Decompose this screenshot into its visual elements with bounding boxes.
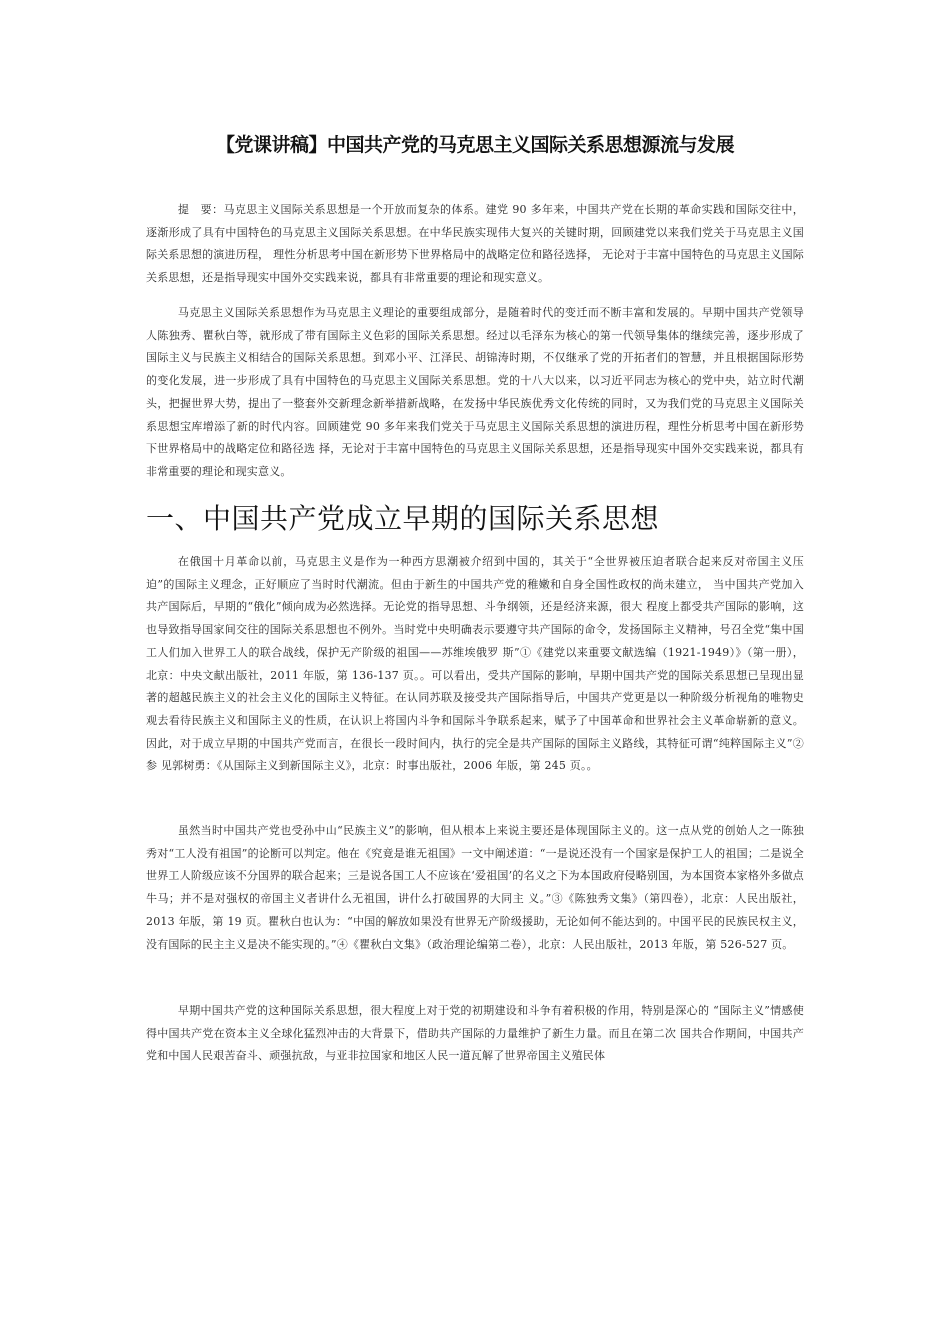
- intro-paragraph: 马克思主义国际关系思想作为马克思主义理论的重要组成部分，是随着时代的变迁而不断丰富和发展的。早期中国共产党领导人陈独秀、瞿秋白等，就形成了带有国际主义色彩的国际关系思想。经过以毛泽东为核心的第一代领导集体的继续完善，逐步形成了国际主义与民族主义相结合的国际关系思想。到邓小平、江泽民、胡锦涛时期，不仅继承了党的开拓者们的智慧，并且根据国际形势的变化发展，进一步形成了具有中国特色的马克思主义国际关系思想。党的十八大以来，以习近平同志为核心的党中央，站立时代潮头，把握世界大势，提出了一整套外交新理念新举措新战略，在发扬中华民族优秀文化传统的同时，又为我们党的马克思主义国际关系思想宝库增添了新的时代内容。回顾建党 90 多年来我们党关于马克思主义国际关系思想的演进历程，理性分析思考中国在新形势下世界格局中的战略定位和路径选 择，无论对于丰富中国特色的马克思主义国际关系思想，还是指导现实中国外交实践来说，都具有非常重要的理论和现实意义。: [146, 306, 804, 478]
- abstract-paragraph: 提 要：马克思主义国际关系思想是一个开放而复杂的体系。建党 90 多年来，中国共产党在长期的革命实践和国际交往中，逐渐形成了具有中国特色的马克思主义国际关系思想。在中华民族实现伟大复兴的关键时期，回顾建党以来我们党关于马克思主义国际关系思想的演进历程， 理性分析思考中国在新形势下世界格局中的战略定位和路径选择， 无论对于丰富中国特色的马克思主义国际关系思想，还是指导现实中国外交实践来说，都具有非常重要的理论和现实意义。: [146, 203, 804, 285]
- section-paragraph-1: 在俄国十月革命以前，马克思主义是作为一种西方思潮被介绍到中国的，其关于“全世界被压迫者联合起来反对帝国主义压迫”的国际主义理念，正好顺应了当时时代潮流。但由于新生的中国共产党的稚嫩和自身全国性政权的尚未建立， 当中国共产党加入共产国际后，早期的“俄化”倾向成为必然选择。无论党的指导思想、斗争纲领，还是经济来源，很大 程度上都受共产国际的影响，这也导致指导国家间交往的国际关系思想也不例外。当时党中央明确表示要遵守共产国际的命令，发扬国际主义精神，号召全党“集中国工人们加入世界工人的联合战线，保护无产阶级的祖国——苏维埃俄罗 斯”①《建党以来重要文献选编（1921-1949）》（第一册），北京：中央文献出版社，2011 年版，第 136-137 页。。可以看出，受共产国际的影响，早期中国共产党的国际关系思想已呈现出显著的超越民族主义的社会主义化的国际主义特征。在认同苏联及接受共产国际指导后，中国共产党更是以一种阶级分析视角的唯物史观去看待民族主义和国际主义的性质，在认识上将国内斗争和国际斗争联系起来，赋予了中国革命和世界社会主义革命崭新的意义。因此，对于成立早期的中国共产党而言，在很长一段时间内，执行的完全是共产国际的国际主义路线，其特征可谓“纯粹国际主义”②参 见郭树勇：《从国际主义到新国际主义》，北京：时事出版社，2006 年版，第 245 页。。: [146, 555, 804, 773]
- section-heading: 一、中国共产党成立早期的国际关系思想: [146, 502, 660, 535]
- document-title: 【党课讲稿】中国共产党的马克思主义国际关系思想源流与发展: [215, 134, 734, 156]
- section-paragraph-2: 虽然当时中国共产党也受孙中山“民族主义”的影响，但从根本上来说主要还是体现国际主义的。这一点从党的创始人之一陈独秀对“工人没有祖国”的论断可以判定。他在《究竟是谁无祖国》一文中阐述道：“一是说还没有一个国家是保护工人的祖国；二是说全世界工人阶级应该不分国界的联合起来；三是说各国工人不应该在‘爱祖国’的名义之下为本国政府侵略别国，为本国资本家格外多做点牛马；并不是对强权的帝国主义者讲什么无祖国，讲什么打破国界的大同主 义。”③《陈独秀文集》（第四卷），北京：人民出版社，2013 年版，第 19 页。瞿秋白也认为：“中国的解放如果没有世界无产阶级援助，无论如何不能达到的。中国平民的民族民权主义，没有国际的民主主义是决不能实现的。”④《瞿秋白文集》（政治理论编第二卷），北京：人民出版社，2013 年版，第 526-527 页。: [146, 824, 804, 951]
- section-paragraph-3: 早期中国共产党的这种国际关系思想，很大程度上对于党的初期建设和斗争有着积极的作用，特别是深心的 “国际主义”情感使得中国共产党在资本主义全球化猛烈冲击的大背景下，借助共产国际的力量维护了新生力量。而且在第二次 国共合作期间，中国共产党和中国人民艰苦奋斗、顽强抗敌，与亚非拉国家和地区人民一道瓦解了世界帝国主义殖民体: [146, 1004, 804, 1063]
